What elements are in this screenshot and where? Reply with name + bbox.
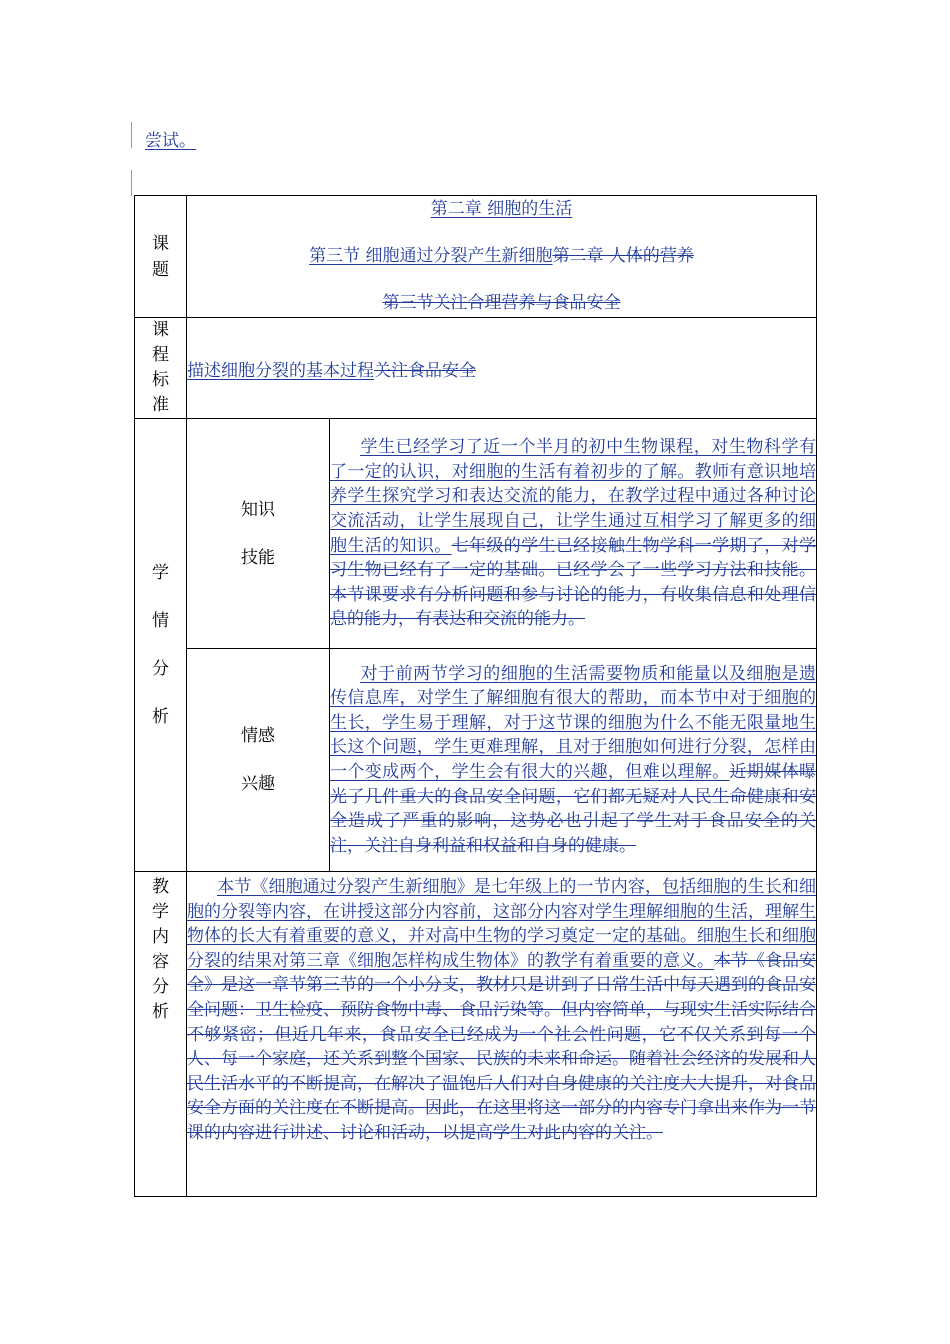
emotion-text-deleted: 近期媒体曝光了几件重大的食品安全问题，它们都无疑对人民生命健康和安全造成了严重的影响，这势必也引起了学生对于食品安全的关注，关注自身利益和权益和自身的健康。: [330, 762, 817, 856]
knowledge-label-line-2: 技能: [241, 547, 275, 568]
standard-text-deleted: 关注食品安全: [374, 360, 476, 381]
content-label-char-6: 析: [152, 1002, 169, 1022]
knowledge-text-deleted: 七年级的学生已经接触生物学科一学期了，对学习生物已经有了一定的基础。已经学会了一些学习方法和技能。本节课要求有分析问题和参与讨论的能力，有收集信息和处理信息的能力，有表达和交流的能力。: [330, 535, 817, 630]
topic-cell: [187, 196, 817, 318]
analysis-label-char-3: 分: [152, 659, 169, 679]
emotion-text-cell: [330, 649, 817, 872]
content-text-cell: [187, 872, 817, 1197]
chapter-title-inserted: 第二章 细胞的生活: [430, 199, 573, 219]
analysis-label: [135, 419, 187, 872]
content-label: [135, 872, 187, 1197]
standard-label-char-3: 标: [152, 370, 169, 390]
topic-row: [135, 196, 817, 318]
standard-label: [135, 318, 187, 419]
content-label-char-1: 教: [152, 877, 169, 897]
emotion-label-line-1: 情感: [241, 726, 275, 746]
standard-row: [135, 318, 817, 419]
analysis-label-char-1: 学: [152, 563, 169, 583]
standard-text-inserted: 描述细胞分裂的基本过程: [187, 360, 374, 381]
standard-label-char-2: 程: [152, 345, 169, 365]
analysis-label-char-2: 情: [152, 611, 169, 631]
topic-label-char-1: 课: [152, 233, 169, 254]
knowledge-text-inserted: 学生已经学习了近一个半月的初中生物课程，对生物科学有了一定的认识，对细胞的生活有着初步的了解。教师有意识地培养学生探究学习和表达交流的能力，在教学过程中通过各种讨论交流活动，让学生展现自己，让学生通过互相学习了解更多的细胞生活的知识。: [330, 437, 816, 556]
topic-label: [135, 196, 187, 318]
knowledge-text-cell: [330, 419, 817, 649]
topic-label-char-2: 题: [152, 259, 169, 280]
section-title-inserted: 第三节 细胞通过分裂产生新细胞: [309, 246, 553, 266]
section-title-deleted: 第三节关注合理营养与食品安全: [382, 293, 621, 313]
standard-label-char-4: 准: [152, 395, 169, 415]
analysis-label-char-4: 析: [152, 707, 169, 727]
emotion-row: [135, 649, 817, 872]
revision-bar-top: [131, 122, 132, 148]
emotion-text-inserted: 对于前两节学习的细胞的生活需要物质和能量以及细胞是遗传信息库，对学生了解细胞有很大的帮助，而本节中对于细胞的生长，学生易于理解，对于这节课的细胞为什么不能无限量地生长这个问题，学生更难理解，且对于细胞如何进行分裂，怎样由一个变成两个，学生会有很大的兴趣，但难以理解。: [330, 663, 816, 782]
chapter-title-deleted: 第二章 人体的营养: [552, 246, 694, 266]
content-label-char-2: 学: [152, 902, 169, 922]
emotion-label: [187, 649, 330, 872]
standard-label-char-1: 课: [152, 320, 169, 340]
content-row: [135, 872, 817, 1197]
knowledge-row: [135, 419, 817, 649]
content-text-inserted: 本节《细胞通过分裂产生新细胞》是七年级上的一节内容，包括细胞的生长和细胞的分裂等内容，在讲授这部分内容前，这部分内容对学生理解细胞的生活，理解生物体的长大有着重要的意义，并对高中生物的学习奠定一定的基础。细胞生长和细胞分裂的结果对第三章《细胞怎样构成生物体》的教学有着重要的意义。: [187, 877, 816, 971]
revision-bar-middle: [131, 170, 132, 196]
lesson-plan-table: [134, 195, 817, 1197]
content-label-char-5: 分: [152, 977, 169, 997]
emotion-label-line-2: 兴趣: [241, 774, 275, 794]
content-text-deleted: 本节《食品安全》是这一章节第三节的一个小分支，教材只是讲到了日常生活中每天遇到的食品安全问题：卫生检疫、预防食物中毒、食品污染等。但内容简单，与现实生活实际结合不够紧密；但近几年来，食品安全已经成为一个社会性问题，它不仅关系到每一个人、每一个家庭，还关系到整个国家、民族的未来和命运。随着社会经济的发展和人民生活水平的不断提高，在解决了温饱后人们对自身健康的关注度大大提升，对食品安全方面的关注度在不断提高。因此，在这里将这一部分的内容专门拿出来作为一节课的内容进行讲述、讨论和活动，以提高学生对此内容的关注。: [187, 950, 816, 1143]
knowledge-label-line-1: 知识: [241, 499, 275, 520]
knowledge-label: [187, 419, 330, 649]
content-label-char-4: 容: [152, 952, 169, 972]
standard-cell: [187, 318, 817, 419]
content-label-char-3: 内: [152, 927, 169, 947]
top-text: 尝试。: [145, 131, 196, 151]
